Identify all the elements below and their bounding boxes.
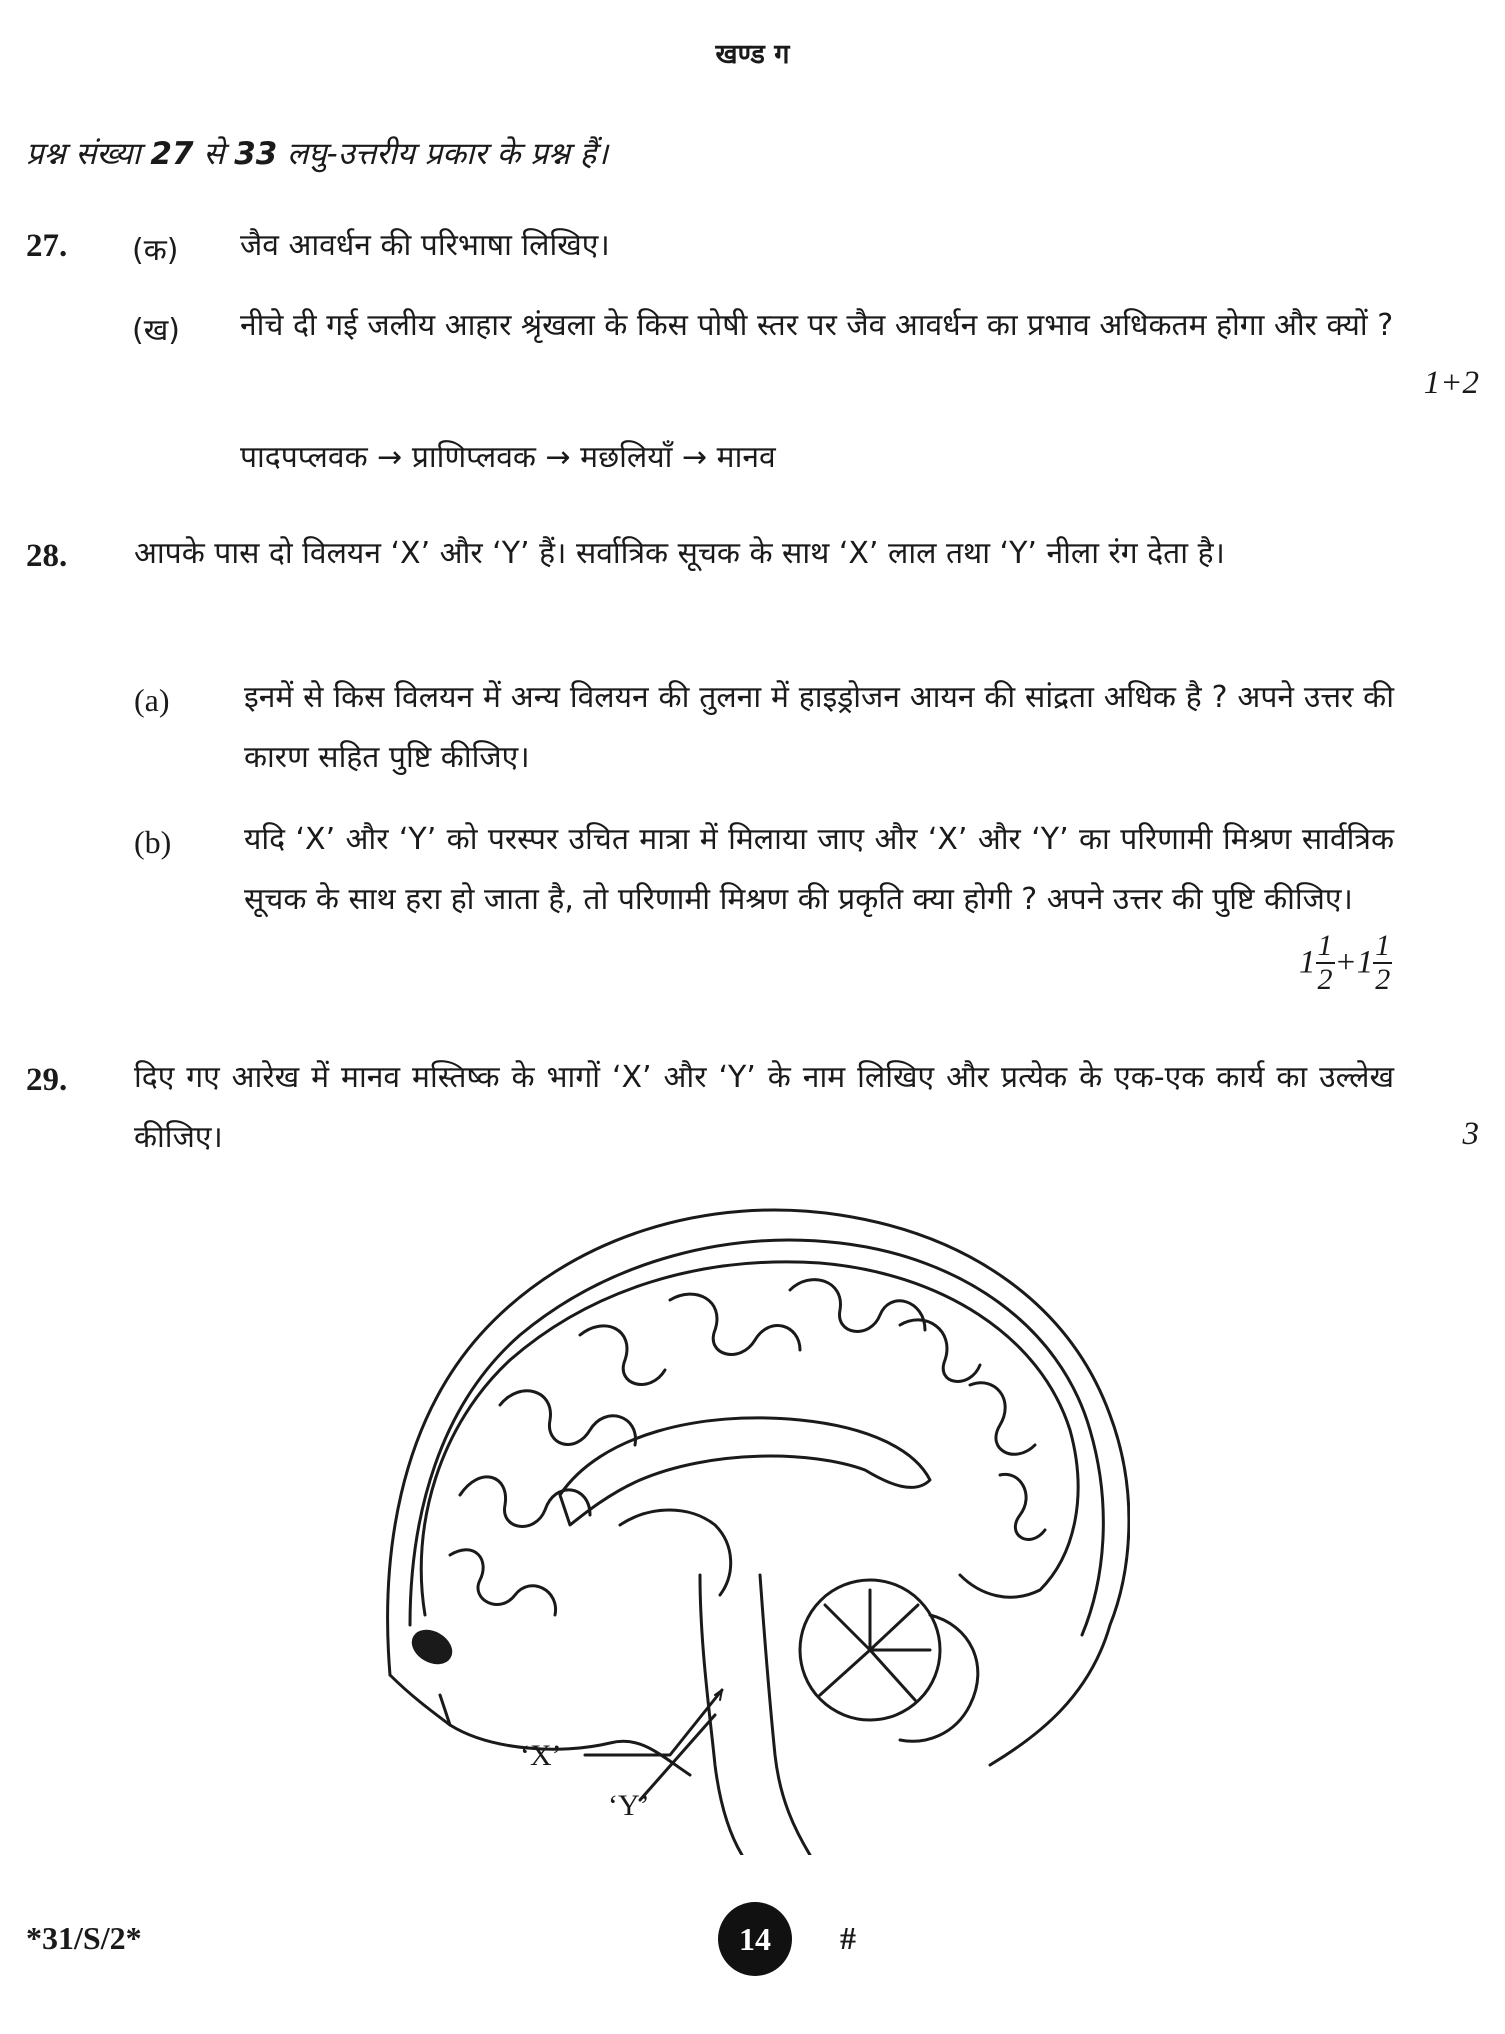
question-number-27: 27.	[26, 228, 68, 264]
section-instruction: प्रश्न संख्या 27 से 33 लघु-उत्तरीय प्रकार के प्रश्न हैं।	[26, 136, 608, 172]
q28-part-b-text: यदि ‘X’ और ‘Y’ को परस्पर उचित मात्रा में मिलाया जाए और ‘X’ और ‘Y’ का परिणामी मिश्रण सार्वत्रिक सूचक के साथ हरा हो जाता है, तो परिणामी मिश्रण की प्रकृति क्या होगी ? अपने उत्तर की पुष्टि कीजिए।	[244, 822, 1394, 917]
q29-text: दिए गए आरेख में मानव मस्तिष्क के भागों ‘X’ और ‘Y’ के नाम लिखिए और प्रत्येक के एक-एक कार्य का उल्लेख कीजिए।	[134, 1060, 1394, 1155]
question-number-28: 28.	[26, 538, 68, 574]
q29-marks: 3	[1462, 1116, 1479, 1152]
skull-outline	[388, 1210, 1129, 1765]
label-y: ‘Y’	[608, 1789, 650, 1822]
q27-part-b-label: (ख)	[132, 313, 180, 348]
pointer-y	[640, 1715, 715, 1800]
thalamus	[620, 1510, 731, 1595]
corpus-callosum	[560, 1418, 930, 1525]
q28-part-a-text: इनमें से किस विलयन में अन्य विलयन की तुलना में हाइड्रोजन आयन की सांद्रता अधिक है ? अपने उत्तर की कारण सहित पुष्टि कीजिए।	[244, 680, 1394, 775]
section-title: खण्ड ग	[715, 39, 790, 70]
q27-marks: 1+2	[1423, 365, 1479, 401]
label-x: ‘X’	[520, 1739, 562, 1772]
paper-code: *31/S/2*	[26, 1920, 142, 1956]
cerebrum-outline	[421, 1262, 1078, 1615]
eye-socket	[408, 1625, 457, 1669]
q28-marks: 1 $\frac{1}{2}$ +1 $\frac{1}{2}$	[1299, 929, 1391, 996]
gyri	[450, 1280, 1045, 1615]
q27-part-b-text: नीचे दी गई जलीय आहार श्रृंखला के किस पोषी स्तर पर जैव आवर्धन का प्रभाव अधिकतम होगा और क्यों ?	[240, 308, 1394, 343]
dura-outline	[410, 1240, 1103, 1635]
q28-part-b-label: (b)	[134, 824, 172, 860]
q27-part-a-label: (क)	[132, 233, 179, 268]
q27-food-chain: पादपप्लवक → प्राणिप्लवक → मछलियाँ → मानव	[240, 440, 776, 475]
q28-part-a-label: (a)	[134, 682, 170, 718]
q27-part-a-text: जैव आवर्धन की परिभाषा लिखिए।	[240, 228, 610, 263]
q28-stem: आपके पास दो विलयन ‘X’ और ‘Y’ हैं। सर्वात्रिक सूचक के साथ ‘X’ लाल तथा ‘Y’ नीला रंग देता है।	[134, 536, 1225, 571]
brainstem	[700, 1575, 742, 1855]
human-brain-diagram	[370, 1195, 1130, 1855]
question-number-29: 29.	[26, 1062, 68, 1098]
page-number-badge: 14	[718, 1902, 792, 1976]
hash-mark: #	[840, 1920, 856, 1956]
